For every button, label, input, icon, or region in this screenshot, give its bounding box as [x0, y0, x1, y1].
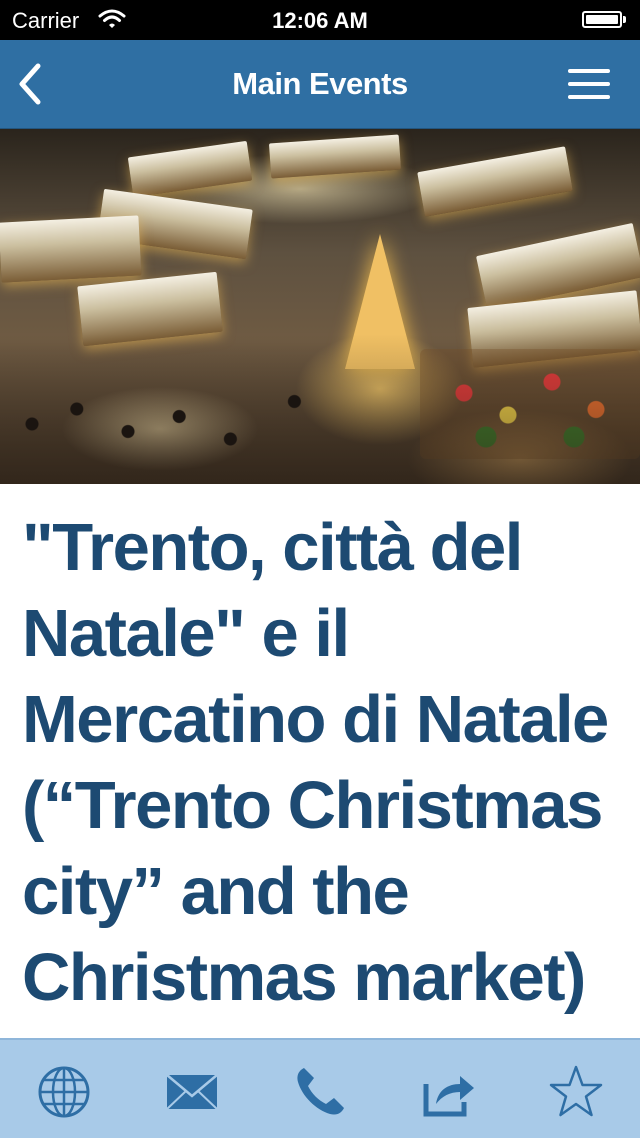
call-button[interactable] [292, 1064, 348, 1120]
market-stall [269, 135, 401, 179]
share-icon [420, 1064, 476, 1120]
navigation-bar [0, 40, 640, 129]
battery-icon [582, 11, 622, 28]
website-button[interactable] [36, 1064, 92, 1120]
mail-icon [164, 1064, 220, 1120]
status-bar [0, 0, 640, 40]
market-stall [128, 141, 252, 197]
crowd [0, 334, 640, 484]
carrier-label: Carrier [12, 8, 80, 33]
email-button[interactable] [164, 1064, 220, 1120]
phone-icon [292, 1064, 348, 1120]
hero-image [0, 129, 640, 484]
bottom-toolbar [0, 1038, 640, 1138]
globe-icon [36, 1064, 92, 1120]
share-button[interactable] [420, 1064, 476, 1120]
market-stall [417, 146, 573, 216]
star-icon [548, 1064, 604, 1120]
favorite-button[interactable] [548, 1064, 604, 1120]
menu-button[interactable] [568, 69, 610, 99]
page-title: Main Events [232, 66, 408, 101]
clock: 12:06 AM [272, 8, 368, 33]
article-title: "Trento, città del Natale" e il Mercatino di Natale (“Trento Christmas city” and the Christmas market) [22, 510, 608, 1015]
hamburger-menu-icon [568, 69, 610, 73]
market-stall [0, 215, 141, 282]
